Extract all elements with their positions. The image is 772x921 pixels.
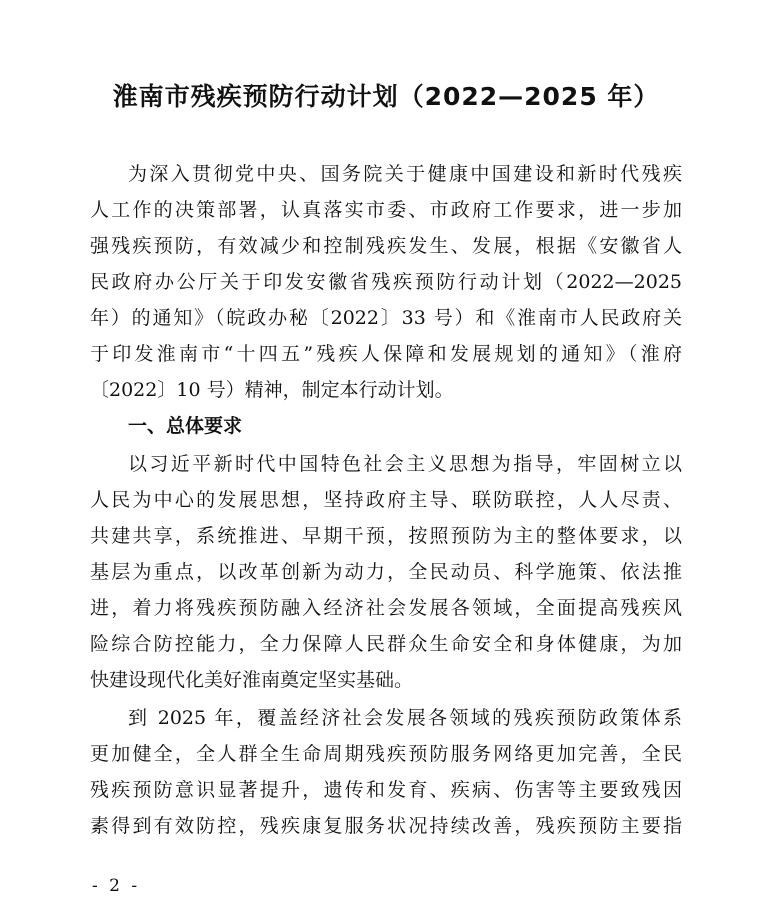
paragraph-line: 于印发淮南市“十四五”残疾人保障和发展规划的通知》（淮府: [90, 343, 682, 365]
paragraph-line: 素得到有效防控，残疾康复服务状况持续改善，残疾预防主要指: [90, 815, 682, 837]
paragraph-line: 以习近平新时代中国特色社会主义思想为指导，牢固树立以: [128, 453, 682, 475]
paragraph-line: 到 2025 年，覆盖经济社会发展各领域的残疾预防政策体系: [128, 707, 682, 729]
paragraph-line: 强残疾预防，有效减少和控制残疾发生、发展，根据《安徽省人: [90, 235, 682, 257]
document-title: 淮南市残疾预防行动计划（2022—2025 年）: [112, 82, 660, 111]
paragraph-line: 〔2022〕10 号）精神，制定本行动计划。: [90, 379, 454, 401]
paragraph-line: 为深入贯彻党中央、国务院关于健康中国建设和新时代残疾: [128, 163, 682, 185]
paragraph-line: 更加健全，全人群全生命周期残疾预防服务网络更加完善，全民: [90, 743, 682, 765]
paragraph-line: 基层为重点，以改革创新为动力，全民动员、科学施策、依法推: [90, 561, 682, 583]
page-number: - 2 -: [92, 876, 141, 896]
paragraph-line: 人民为中心的发展思想，坚持政府主导、联防联控，人人尽责、: [90, 489, 682, 511]
paragraph-line: 快建设现代化美好淮南奠定坚实基础。: [90, 669, 414, 691]
paragraph-line: 险综合防控能力，全力保障人民群众生命安全和身体健康，为加: [90, 633, 682, 655]
paragraph-line: 人工作的决策部署，认真落实市委、市政府工作要求，进一步加: [90, 199, 682, 221]
paragraph-line: 共建共享，系统推进、早期干预，按照预防为主的整体要求，以: [90, 525, 682, 547]
paragraph-line: 进，着力将残疾预防融入经济社会发展各领域，全面提高残疾风: [90, 597, 682, 619]
paragraph-line: 民政府办公厅关于印发安徽省残疾预防行动计划（2022—2025: [90, 271, 682, 293]
section-heading: 一、总体要求: [128, 415, 243, 437]
paragraph-line: 年）的通知》（皖政办秘〔2022〕33 号）和《淮南市人民政府关: [90, 307, 682, 329]
paragraph-line: 残疾预防意识显著提升，遗传和发育、疾病、伤害等主要致残因: [90, 779, 682, 801]
